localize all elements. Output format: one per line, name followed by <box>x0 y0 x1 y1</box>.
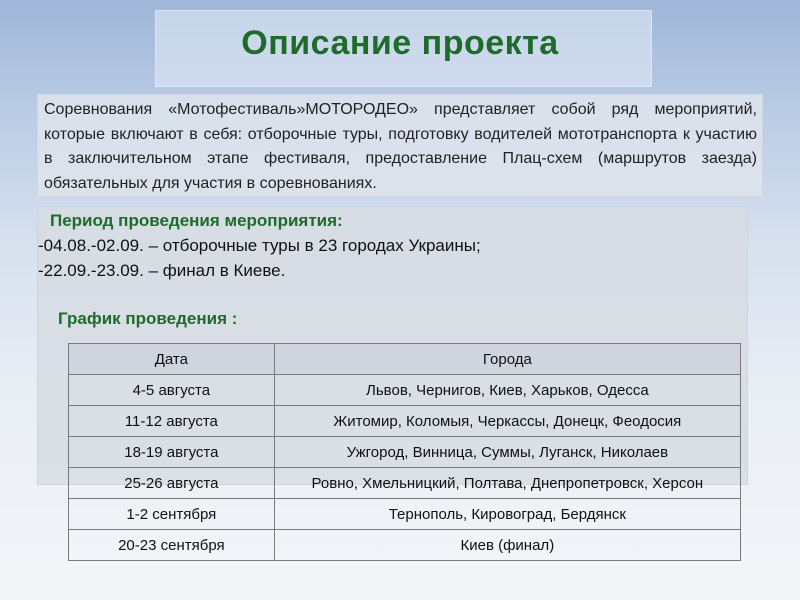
cities-cell: Ровно, Хмельницкий, Полтава, Днепропетровск, Херсон <box>274 468 740 499</box>
period-title: Период проведения мероприятия: <box>50 211 343 230</box>
date-cell: 20-23 сентября <box>69 530 275 561</box>
column-header-cities: Города <box>274 344 740 375</box>
period-line-final: -22.09.-23.09. – финал в Киеве. <box>38 261 286 280</box>
table-row <box>69 375 741 406</box>
table-row <box>69 468 741 499</box>
date-cell: 1-2 сентября <box>69 499 275 530</box>
table-header-row <box>69 344 741 375</box>
period-line-qualifiers: -04.08.-02.09. – отборочные туры в 23 городах Украины; <box>38 236 481 255</box>
column-header-date: Дата <box>69 344 275 375</box>
cities-cell: Ужгород, Винница, Суммы, Луганск, Николаев <box>274 437 740 468</box>
cities-cell: Житомир, Коломыя, Черкассы, Донецк, Феодосия <box>274 406 740 437</box>
page-title: Описание проекта <box>241 24 559 62</box>
date-cell: 11-12 августа <box>69 406 275 437</box>
cities-cell: Львов, Чернигов, Киев, Харьков, Одесса <box>274 375 740 406</box>
table-row <box>69 530 741 561</box>
cities-cell: Тернополь, Кировоград, Бердянск <box>274 499 740 530</box>
date-cell: 4-5 августа <box>69 375 275 406</box>
schedule-title: График проведения : <box>58 309 238 328</box>
table-row <box>69 406 741 437</box>
date-cell: 25-26 августа <box>69 468 275 499</box>
schedule-table <box>68 343 741 561</box>
table-row <box>69 499 741 530</box>
date-cell: 18-19 августа <box>69 437 275 468</box>
cities-cell: Киев (финал) <box>274 530 740 561</box>
table-row <box>69 437 741 468</box>
project-description: Соревнования «Мотофестиваль»МОТОРОДЕО» представляет собой ряд мероприятий, которые включают в себя: отборочные туры, подготовку водителей мототранспорта к участию в заключительном этапе фестиваля, предоставление Плац-схем (маршрутов заезда) обязательных для участия в соревнованиях. <box>44 101 757 192</box>
